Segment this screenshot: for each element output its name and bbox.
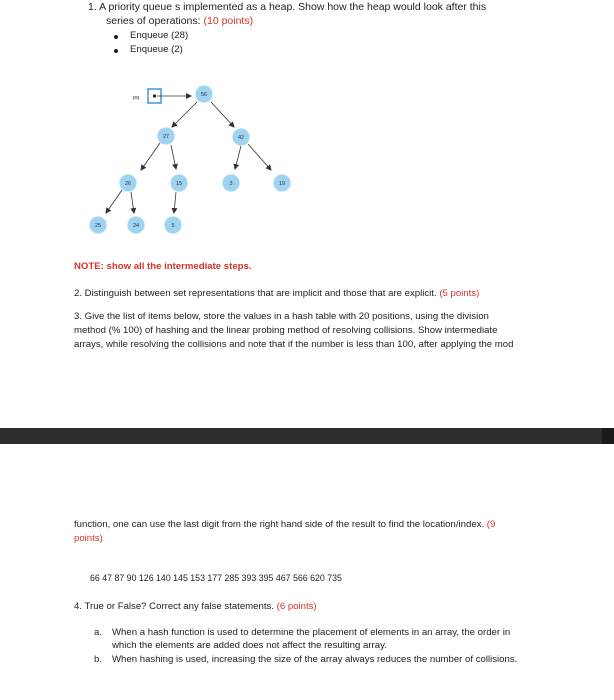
q3-line1: 3. Give the list of items below, store the values in a hash table with 20 positions, using the division xyxy=(74,311,489,322)
q2-line xyxy=(74,287,479,300)
pq-label: pq xyxy=(133,95,140,101)
edge-42-19 xyxy=(248,144,271,170)
pq-pointer-dot xyxy=(153,94,156,97)
q3-line4-wrap xyxy=(74,518,495,531)
q1-number: 1. xyxy=(88,1,97,13)
edge-56-42 xyxy=(211,102,234,127)
q1-bullet-1: Enqueue (28) xyxy=(130,30,189,41)
heap-label-42: 42 xyxy=(237,135,245,141)
q4-a-line1: When a hash function is used to determine the placement of elements in an array, the order in xyxy=(112,627,511,638)
heap-label-25: 25 xyxy=(94,223,102,229)
q3-points-b: points) xyxy=(74,533,103,544)
q4-a-line2: which the elements are added does not affect the resulting array. xyxy=(112,640,387,651)
q1-bullet-2: Enqueue (2) xyxy=(130,44,183,55)
heap-label-27: 27 xyxy=(162,134,170,140)
q4-a-marker: a. xyxy=(94,627,103,638)
edge-56-27 xyxy=(172,102,197,127)
q4-title: 4. True or False? Correct any false statements. xyxy=(74,601,274,612)
heap-label-24: 24 xyxy=(132,223,140,229)
heap-label-3: 3 xyxy=(229,181,233,187)
page-separator-band xyxy=(0,428,614,444)
edge-26-24 xyxy=(131,192,134,213)
heap-label-5: 5 xyxy=(171,223,175,229)
q1-points: (10 points) xyxy=(203,15,254,27)
q4-title-line xyxy=(74,600,317,613)
q4-b-marker: b. xyxy=(94,654,103,665)
note-intermediate-steps: NOTE: show all the intermediate steps. xyxy=(74,261,252,272)
edge-27-26 xyxy=(141,143,160,170)
heap-label-56: 56 xyxy=(200,92,208,98)
page-separator-band-edge xyxy=(602,428,614,444)
q1-text-line2: series of operations: xyxy=(106,15,201,27)
q3-line2: method (% 100) of hashing and the linear probing method of resolving collisions. Show intermediate xyxy=(74,325,498,336)
q2-text: 2. Distinguish between set representations that are implicit and those that are explicit. xyxy=(74,288,437,299)
q3-points-a: (9 xyxy=(486,519,496,530)
edge-42-3 xyxy=(235,146,241,169)
q3-values-list: 66 47 87 90 126 140 145 153 177 285 393 395 467 566 620 735 xyxy=(90,573,342,583)
q3-line3: arrays, while resolving the collisions and note that if the number is less than 100, after applying the mod xyxy=(74,339,514,350)
heap-label-15: 15 xyxy=(175,181,183,187)
q4-b-line1: When hashing is used, increasing the size of the array always reduces the number of collisions. xyxy=(112,654,518,665)
edge-26-25 xyxy=(106,190,122,213)
heap-diagram xyxy=(0,0,614,260)
heap-label-26: 26 xyxy=(124,181,132,187)
edge-27-15 xyxy=(171,145,176,169)
heap-label-19: 19 xyxy=(278,181,286,187)
q4-points: (6 points) xyxy=(276,601,317,612)
q3-line4: function, one can use the last digit from the right hand side of the result to find the location/index. xyxy=(74,519,485,530)
q2-points: (5 points) xyxy=(439,288,480,299)
q1-text-line1: A priority queue s implemented as a heap. Show how the heap would look after this xyxy=(99,1,487,13)
edge-15-5 xyxy=(174,192,176,213)
